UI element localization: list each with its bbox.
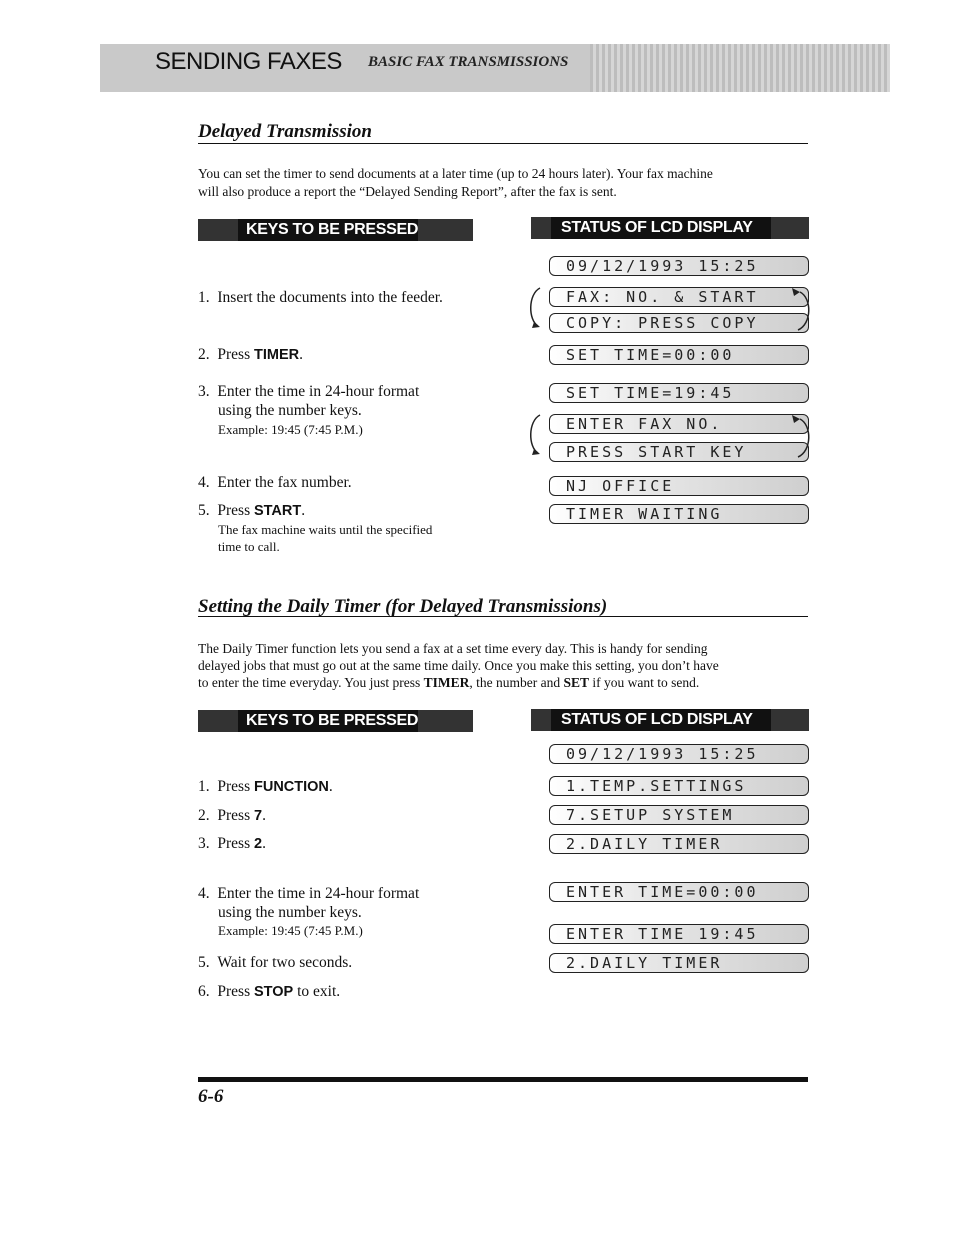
step-3: 3. Press 2. xyxy=(198,835,266,852)
intro-line: will also produce a report the “Delayed Sending Report”, after the fax is sent. xyxy=(198,184,617,199)
step-3-example: Example: 19:45 (7:45 P.M.) xyxy=(218,422,363,437)
step-1: 1. Insert the documents into the feeder. xyxy=(198,289,443,306)
step-2: 2. Press 7. xyxy=(198,807,266,824)
lcd-display: TIMER WAITING xyxy=(549,504,809,524)
lcd-display: SET TIME=00:00 xyxy=(549,345,809,365)
status-lcd-bar: STATUS OF LCD DISPLAY xyxy=(531,217,809,239)
lcd-display: SET TIME=19:45 xyxy=(549,383,809,403)
step-4-line2: using the number keys. xyxy=(218,904,362,921)
alternating-arrows-icon xyxy=(520,411,820,463)
step-5-note: The fax machine waits until the specified xyxy=(218,522,433,537)
step-4-example: Example: 19:45 (7:45 P.M.) xyxy=(218,923,363,938)
page-number: 6-6 xyxy=(198,1086,224,1107)
step-5-note: time to call. xyxy=(218,539,280,554)
step-4: 4. Enter the time in 24-hour format xyxy=(198,885,420,902)
lcd-display: ENTER TIME=00:00 xyxy=(549,882,809,902)
step-5: 5. Wait for two seconds. xyxy=(198,954,353,971)
section-rule xyxy=(198,616,808,617)
intro-line: delayed jobs that must go out at the same time daily. Once you make this setting, you don’t have xyxy=(198,658,719,673)
lcd-display: PRESS START KEY xyxy=(549,442,809,462)
lcd-display: 1.TEMP.SETTINGS xyxy=(549,776,809,796)
key-name: STOP xyxy=(253,984,294,1000)
step-3: 3. Enter the time in 24-hour format xyxy=(198,383,420,400)
key-name: TIMER xyxy=(253,347,300,363)
lcd-display: 09/12/1993 15:25 xyxy=(549,744,809,764)
status-lcd-bar: STATUS OF LCD DISPLAY xyxy=(531,709,809,731)
lcd-display: 2.DAILY TIMER xyxy=(549,834,809,854)
intro-line: You can set the timer to send documents at a later time (up to 24 hours later). Your fax machine xyxy=(198,166,713,181)
step-2: 2. Press TIMER. xyxy=(198,346,303,363)
step-6: 6. Press STOP to exit. xyxy=(198,983,341,1000)
key-name: 2 xyxy=(253,836,263,852)
step-3-line2: using the number keys. xyxy=(218,402,362,419)
chapter-subtitle: BASIC FAX TRANSMISSIONS xyxy=(368,54,569,70)
lcd-display: COPY: PRESS COPY xyxy=(549,313,809,333)
step-4: 4. Enter the fax number. xyxy=(198,474,352,491)
lcd-display: 09/12/1993 15:25 xyxy=(549,256,809,276)
lcd-display: ENTER FAX NO. xyxy=(549,414,809,434)
chapter-title: SENDING FAXES xyxy=(155,48,342,75)
section-heading-daily-timer: Setting the Daily Timer (for Delayed Transmissions) xyxy=(198,596,608,617)
lcd-display: NJ OFFICE xyxy=(549,476,809,496)
lcd-display: FAX: NO. & START xyxy=(549,287,809,307)
step-1: 1. Press FUNCTION. xyxy=(198,778,333,795)
alternating-arrows-icon xyxy=(520,284,820,336)
lcd-display: 7.SETUP SYSTEM xyxy=(549,805,809,825)
key-name: 7 xyxy=(253,808,263,824)
footer-rule xyxy=(198,1077,808,1082)
section-rule xyxy=(198,143,808,144)
keys-to-be-pressed-bar: KEYS TO BE PRESSED xyxy=(198,710,473,732)
intro-line: to enter the time everyday. You just press TIMER, the number and SET if you want to send. xyxy=(198,675,700,690)
lcd-display: ENTER TIME 19:45 xyxy=(549,924,809,944)
key-name: FUNCTION xyxy=(253,779,329,795)
section-heading-delayed: Delayed Transmission xyxy=(198,121,372,142)
intro-line: The Daily Timer function lets you send a fax at a set time every day. This is handy for sending xyxy=(198,641,708,656)
lcd-display: 2.DAILY TIMER xyxy=(549,953,809,973)
key-name: START xyxy=(253,503,302,519)
step-5: 5. Press START. xyxy=(198,502,306,519)
keys-to-be-pressed-bar: KEYS TO BE PRESSED xyxy=(198,219,473,241)
